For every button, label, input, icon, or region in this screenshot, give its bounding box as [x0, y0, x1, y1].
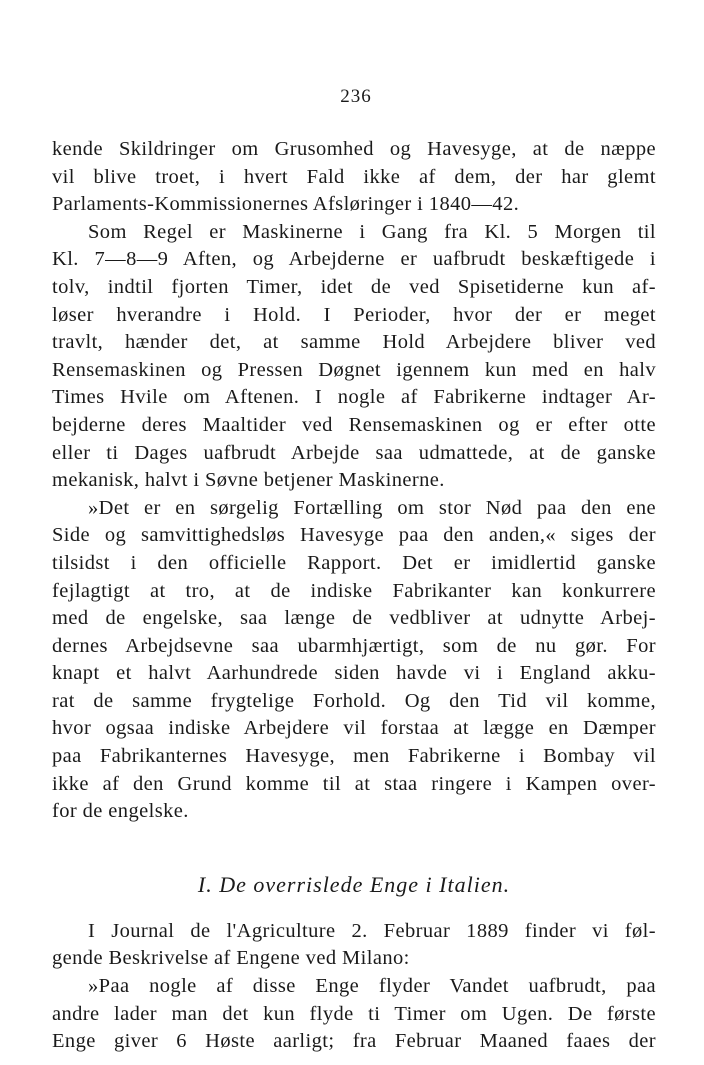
- text-line: andre lader man det kun flyde ti Timer om Ugen. De første: [52, 1002, 656, 1025]
- book-page: [52, 86, 656, 1056]
- text-line: med de engelske, saa længe de vedbliver at udnytte Arbej-: [52, 607, 656, 630]
- text-line: rat de samme frygtelige Forhold. Og den Tid vil komme,: [52, 689, 656, 712]
- text-line: tolv, indtil fjorten Timer, idet de ved Spisetiderne kun af-: [52, 275, 656, 298]
- text-line: dernes Arbejdsevne saa ubarmhjærtigt, som de nu gør. For: [52, 634, 656, 657]
- text-line: »Paa nogle af disse Enge flyder Vandet uafbrudt, paa: [88, 975, 656, 998]
- text-line: travlt, hænder det, at samme Hold Arbejdere bliver ved: [52, 331, 656, 354]
- text-line: Side og samvittighedsløs Havesyge paa den anden,« siges der: [52, 524, 656, 547]
- text-line: kende Skildringer om Grusomhed og Havesyge, at de næppe: [52, 138, 656, 160]
- body-text-top: [52, 136, 656, 826]
- text-line: hvor ogsaa indiske Arbejdere vil forstaa at lægge en Dæmper: [52, 717, 656, 740]
- text-line: for de engelske.: [52, 800, 189, 823]
- text-line: Parlaments-Kommissionernes Afsløringer i 1840—42.: [52, 193, 520, 216]
- text-line: »Det er en sørgelig Fortælling om stor Nød paa den ene: [88, 496, 656, 519]
- text-line: Rensemaskinen og Pressen Døgnet igennem kun med en halv: [52, 358, 656, 381]
- body-text-bottom: [52, 918, 656, 1056]
- text-line: tilsidst i den officielle Rapport. Det er imidlertid ganske: [52, 551, 656, 574]
- text-line: bejderne deres Maaltider ved Rensemaskinen og er efter otte: [52, 413, 656, 436]
- text-line: I Journal de l'Agriculture 2. Februar 1889 finder vi føl-: [88, 919, 656, 942]
- text-line: Times Hvile om Aftenen. I nogle af Fabrikerne indtager Ar-: [52, 386, 656, 409]
- text-line: gende Beskrivelse af Engene ved Milano:: [52, 947, 410, 970]
- page-number: 236: [340, 86, 372, 107]
- text-line: Kl. 7—8—9 Aften, og Arbejderne er uafbrudt beskæftigede i: [52, 248, 656, 271]
- text-line: mekanisk, halvt i Søvne betjener Maskinerne.: [52, 469, 445, 492]
- text-line: vil blive troet, i hvert Fald ikke af dem, der har glemt: [52, 165, 656, 188]
- text-line: ikke af den Grund komme til at staa ringere i Kampen over-: [52, 772, 656, 795]
- text-line: knapt et halvt Aarhundrede siden havde vi i England akku-: [52, 662, 656, 685]
- text-line: eller ti Dages uafbrudt Arbejde saa udmattede, at de ganske: [52, 441, 656, 464]
- text-line: Som Regel er Maskinerne i Gang fra Kl. 5 Morgen til: [88, 220, 656, 243]
- text-line: paa Fabrikanternes Havesyge, men Fabrikerne i Bombay vil: [52, 745, 656, 768]
- section-heading: I. De overrislede Enge i Italien.: [197, 871, 511, 897]
- text-line: Enge giver 6 Høste aarligt; fra Februar Maaned faaes der: [52, 1030, 656, 1053]
- text-line: løser hverandre i Hold. I Perioder, hvor der er meget: [52, 303, 656, 326]
- text-line: fejlagtigt at tro, at de indiske Fabrikanter kan konkurrere: [52, 579, 656, 602]
